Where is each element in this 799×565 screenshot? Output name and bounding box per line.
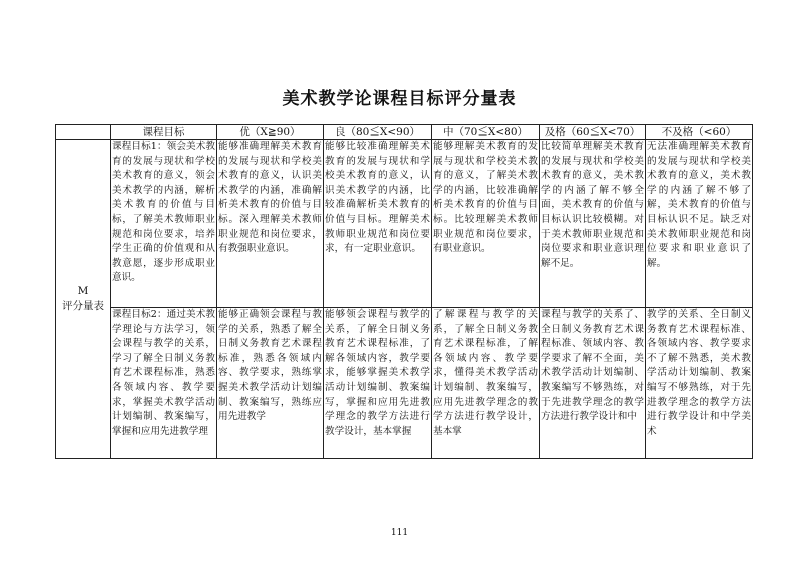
objective-cell [111, 140, 217, 308]
header-cell-good: 良（80≦X<90） [324, 125, 432, 140]
header-row [56, 125, 753, 140]
cell-text: 能够准确理解美术教育的发展与现状和学校美术教育的意义，认识美术教学的内涵，准确解析美术教育的价值与目标。深入理解美术教师职业规范和岗位要求，有教强职业意识。 [218, 141, 322, 255]
cell-text: 无法准确理解美术教育的发展与现状和学校美术教育的意义，美术教学的内涵了解不够了解，美术教育的价值与目标认识不足。缺乏对美术教师职业规范和岗位要求和职业意识了解。 [647, 141, 751, 269]
table-row [56, 140, 753, 308]
cell-text: 课程目标1：领会美术教育的发展与现状和学校美术教育的意义，领会美术教学的内涵，解析美术教育的价值与目标，了解美术教师职业规范和岗位要求，培养学生正确的价值观和从教意愿，逐步形成职业意识。 [112, 141, 215, 284]
header-cell-pass: 及格（60≦X<70） [540, 125, 646, 140]
table-row [56, 308, 753, 459]
cell-text: 能够理解美术教育的发展与现状和学校美术教育的意义，了解美术教学的内涵，比较准确解析美术教育的价值与目标。比较理解美术教师职业规范和岗位要求，有职业意识。 [433, 141, 538, 255]
cell-text: 了解课程与教学的关系，了解全日制义务教育艺术课程标准，了解各领域内容、教学要求，懂得美术教学活动计划编制、教案编写，应用先进教学理念的教学方法进行教学设计，基本掌 [433, 309, 538, 437]
cell-text: 教学的关系、全日制义务教育艺术课程标准、各领域内容、教学要求不了解不熟悉，美术教学活动计划编制、教案编写不够熟练，对于先进教学理念的教学方法进行教学设计和中学美术 [647, 309, 751, 437]
cell-text: 能够正确领会课程与教学的关系，熟悉了解全日制义务教育艺术课程标准，熟悉各领域内容、教学要求，熟练掌握美术教学活动计划编制、教案编写，熟练应用先进教学 [218, 309, 322, 423]
header-cell-fail: 不及格（<60） [646, 125, 753, 140]
page-title: 美术教学论课程目标评分量表 [282, 89, 517, 109]
excellent-cell [217, 308, 324, 459]
page-number: 111 [390, 528, 409, 538]
header-cell-objective: 课程目标 [111, 125, 217, 140]
cell-text: 比较简单理解美术教育的发展与现状和学校美术教育的意义，美术教学的内涵了解不够全面，美术教育的价值与目标认识比较模糊。对于美术教师职业规范和岗位要求和职业意识理解不足。 [541, 141, 644, 269]
excellent-cell [217, 140, 324, 308]
header-cell-empty [56, 125, 111, 140]
good-cell [324, 308, 432, 459]
side-label-letter: M [77, 285, 89, 297]
cell-text: 课程与教学的关系了、全日制义务教育艺术课程标准、领域内容、教学要求了解不全面，美术教学活动计划编制、教案编写不够熟练，对于先进教学理念的教学方法进行教学设计和中 [541, 309, 644, 423]
side-label-text: 评分量表 [62, 300, 104, 312]
objective-cell [111, 308, 217, 459]
cell-text: 能够比较准确理解美术教育的发展与现状和学校美术教育的意义，认识美术教学的内涵，比较准确解析美术教育的价值与目标。理解美术教师职业规范和岗位要求，有一定职业意识。 [325, 141, 430, 255]
pass-cell [540, 140, 646, 308]
pass-cell [540, 308, 646, 459]
header-cell-medium: 中（70≦X<80） [432, 125, 540, 140]
rubric-table [55, 124, 753, 459]
medium-cell [432, 140, 540, 308]
medium-cell [432, 308, 540, 459]
cell-text: 课程目标2：通过美术教学理论与方法学习，领会课程与教学的关系，学习了解全日制义务教育艺术课程标准，熟悉各领域内容、教学要求，掌握美术教学活动计划编制、教案编写，掌握和应用先进教学理 [112, 309, 215, 437]
good-cell [324, 140, 432, 308]
cell-text: 能够领会课程与教学的关系，了解全日制义务教育艺术课程标准，了解各领域内容，教学要求，能够掌握美术教学活动计划编制、教案编写，掌握和应用先进教学理念的教学方法进行教学设计，基本掌握 [325, 309, 430, 437]
header-cell-excellent: 优（X≧90） [217, 125, 324, 140]
fail-cell [646, 308, 753, 459]
side-label-cell [56, 140, 111, 459]
fail-cell [646, 140, 753, 308]
